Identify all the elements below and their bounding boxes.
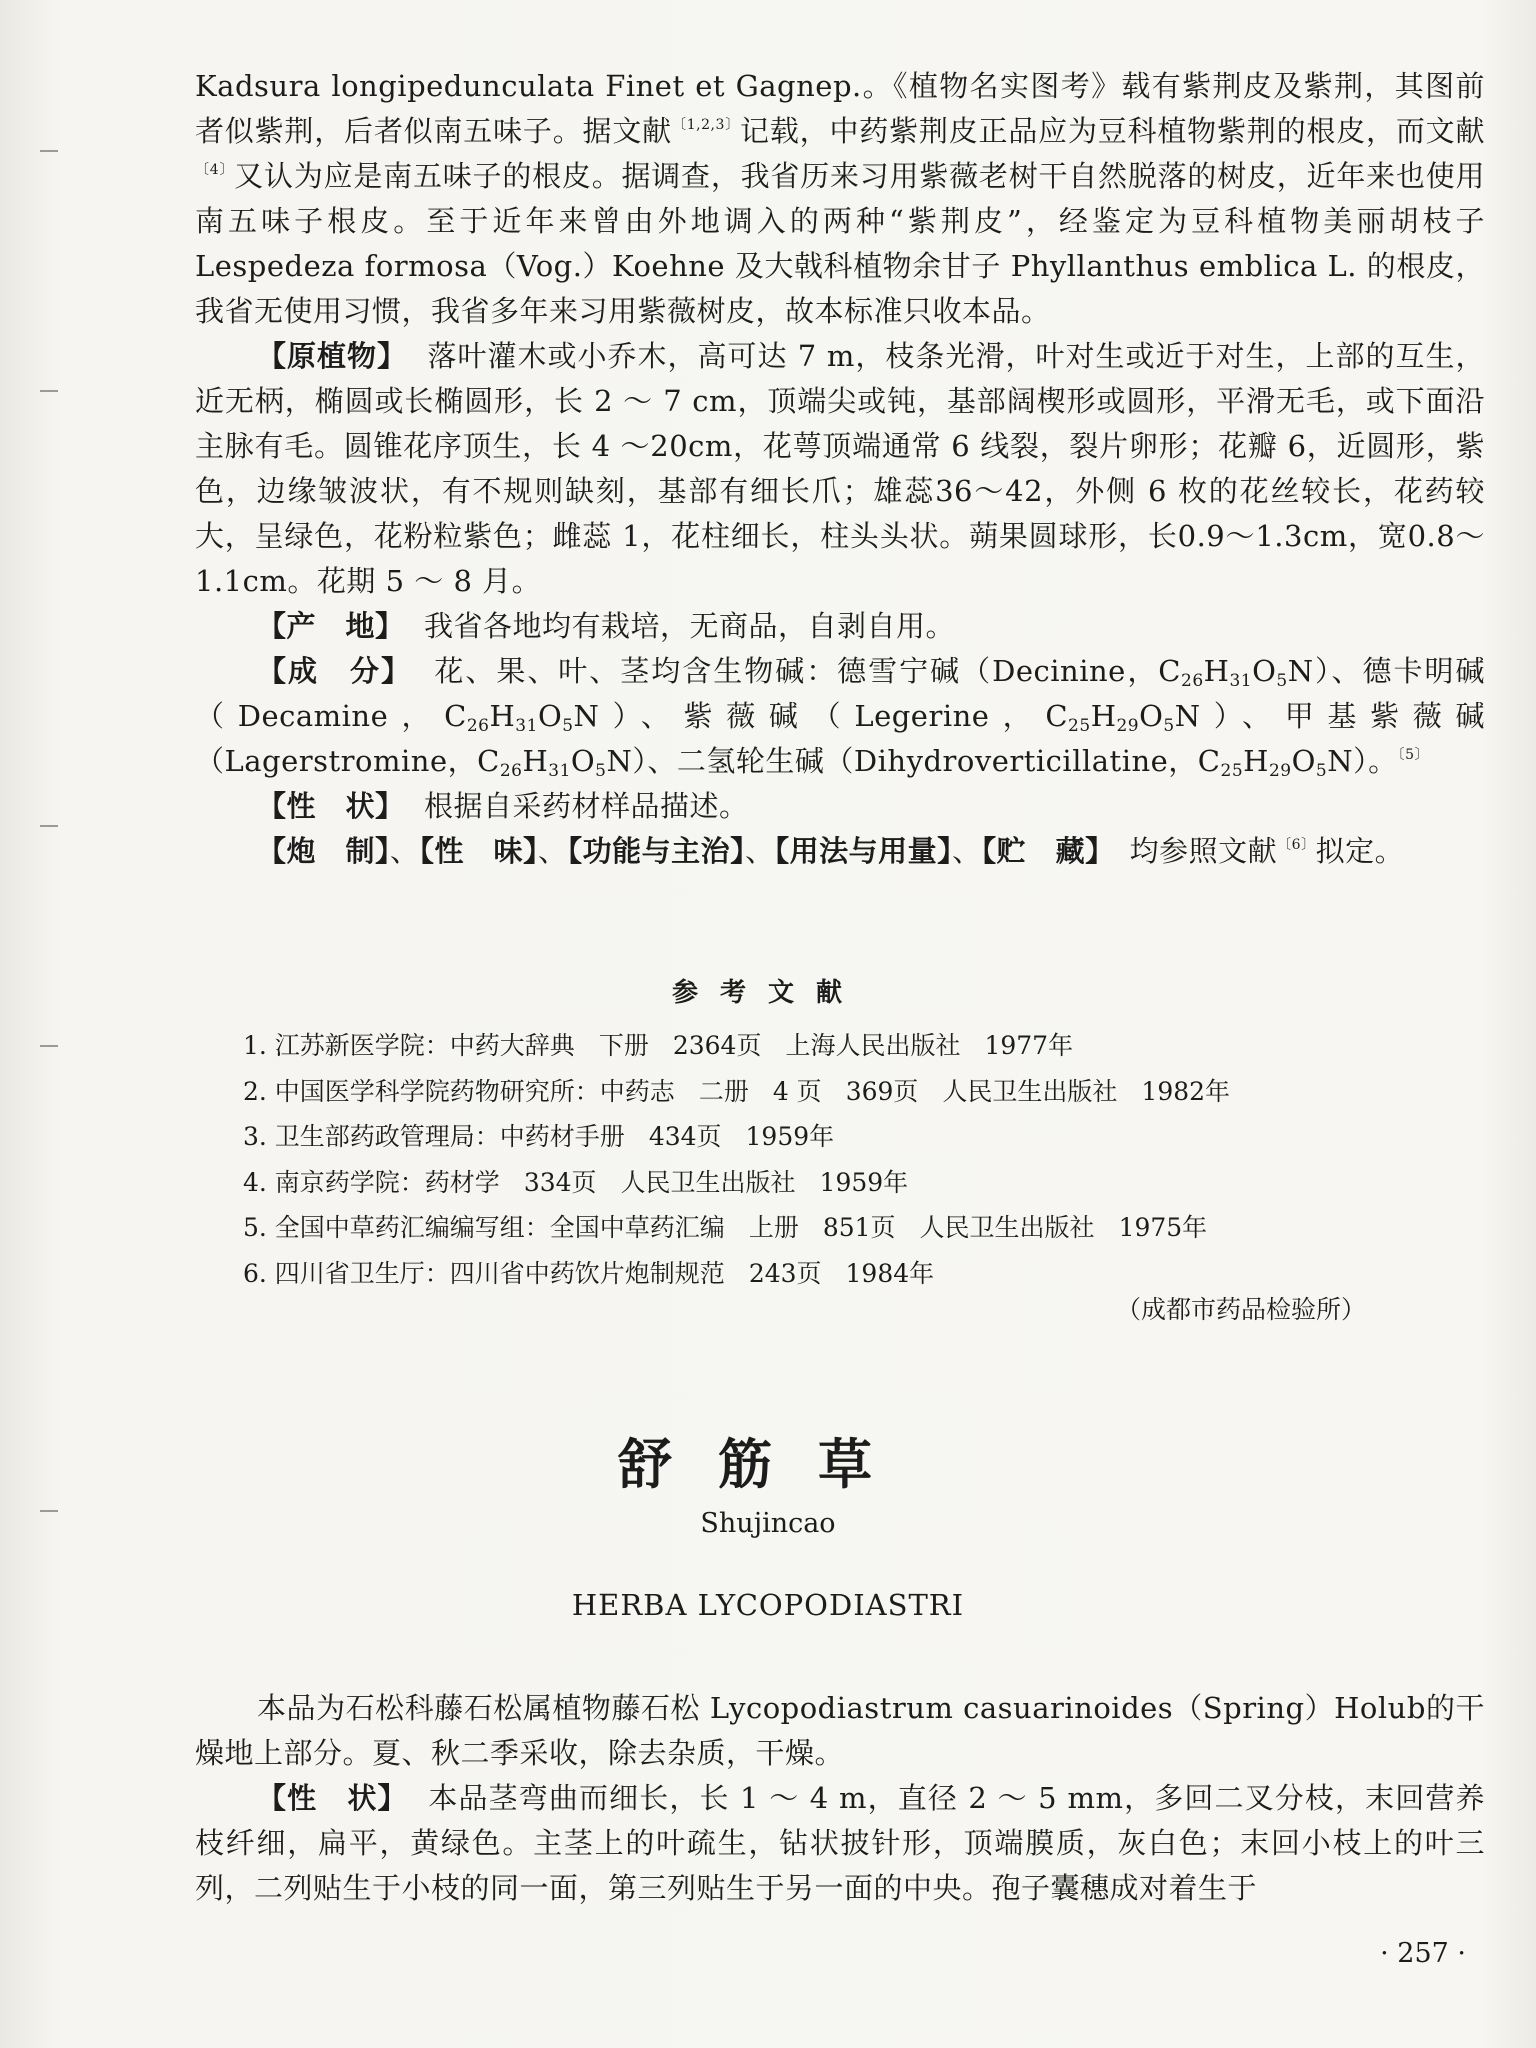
- paragraph-intro: Kadsura longipedunculata Finet et Gagnep.。《植物名实图考》载有紫荆皮及紫荆，其图前者似紫荆，后者似南五味子。据文献$^{〔1,2,3〕}$记载，中药紫荆皮正品应为豆科植物紫荆的根皮，而文献$^{〔4〕}$又认为应是南五味子的根皮。据调查，我省历来习用紫薇老树干自然脱落的树皮，近年来也使用南五味子根皮。至于近年来曾由外地调入的两种“紫荆皮”，经鉴定为豆科植物美丽胡枝子 Lespedeza formosa（Vog.）Koehne 及大戟科植物余甘子 Phyllanthus emblica L. 的根皮，我省无使用习惯，我省多年来习用紫薇树皮，故本标准只收本品。: [195, 69, 1485, 328]
- margin-mark: [40, 390, 58, 392]
- reference-item: [243, 1114, 1393, 1160]
- reference-part: 人民卫生出版社: [919, 1213, 1095, 1242]
- paragraph-origin: 【产 地】 我省各地均有栽培，无商品，自剥自用。: [257, 609, 955, 643]
- reference-part: 1984年: [845, 1258, 935, 1288]
- label-processing: 【炮 制】: [257, 834, 391, 868]
- page-number: · 257 ·: [1380, 1938, 1466, 1969]
- reference-part: 4 页: [772, 1076, 822, 1106]
- reference-part: 1959年: [819, 1167, 909, 1197]
- label-function: 【功能与主治】: [567, 834, 746, 868]
- reference-item: [243, 1023, 1393, 1069]
- label-taste: 【性 味】: [419, 834, 539, 868]
- reference-part: 369页: [845, 1076, 919, 1106]
- reference-item: [243, 1205, 1393, 1251]
- label-origin: 【产 地】: [257, 609, 405, 643]
- reference-part: 3. 卫生部药政管理局：中药材手册: [243, 1122, 625, 1151]
- label-character: 【性 状】: [257, 789, 405, 823]
- margin-mark: [40, 150, 58, 152]
- label-usage: 【用法与用量】: [774, 834, 953, 868]
- reference-part: 下册: [598, 1031, 649, 1060]
- reference-item: [243, 1160, 1393, 1206]
- margin-mark: [40, 1045, 58, 1047]
- paragraph-processing: 【炮 制】、【性 味】、【功能与主治】、【用法与用量】、【贮 藏】 均参照文献$^{〔6〕}$拟定。: [257, 834, 1405, 868]
- label-components: 【成 分】: [257, 654, 412, 688]
- paragraph-character: 【性 状】 根据自采药材样品描述。: [257, 789, 749, 823]
- reference-part: 5. 全国中草药汇编编写组：全国中草药汇编: [243, 1213, 725, 1242]
- reference-part: 4. 南京药学院：药材学: [243, 1167, 500, 1197]
- paragraph-components: 【成 分】 花、果、叶、茎均含生物碱：德雪宁碱（Decinine，$C_{26}H_{31}O_5N$）、德卡明碱（Decamine，$C_{26}H_{31}O_5N$）、紫薇碱（Legerine，$C_{25}H_{29}O_5N$）、甲基紫薇碱（Lagerstromine，$C_{26}H_{31}O_5N$）、二氢轮生碱（Dihydroverticillatine，$C_{25}H_{29}O_5N$）。$^{〔5〕}$: [195, 654, 1486, 781]
- reference-part: 2. 中国医学科学院药物研究所：中药志: [243, 1076, 675, 1106]
- paragraph-monograph-character: 【性 状】 本品茎弯曲而细长，长 1 ～ 4 m，直径 2 ～ 5 mm，多回二叉分枝，末回营养枝纤细，扁平，黄绿色。主茎上的叶疏生，钻状披针形，顶端膜质，灰白色；末回小枝上的叶三列，二列贴生于小枝的同一面，第三列贴生于另一面的中央。孢子囊穗成对着生于: [195, 1781, 1485, 1905]
- margin-mark: [40, 825, 58, 827]
- paragraph-plant: 【原植物】 落叶灌木或小乔木，高可达 7 m，枝条光滑，叶对生或近于对生，上部的互生，近无柄，椭圆或长椭圆形，长 2 ～ 7 cm，顶端尖或钝，基部阔楔形或圆形，平滑无毛，或下面沿主脉有毛。圆锥花序顶生，长 4 ～20cm，花萼顶端通常 6 线裂，裂片卵形；花瓣 6，近圆形，紫色，边缘皱波状，有不规则缺刻，基部有细长爪；雄蕊36～42，外侧 6 枚的花丝较长，花药较大，呈绿色，花粉粒紫色；雌蕊 1，花柱细长，柱头头状。蒴果圆球形，长0.9～1.3cm，宽0.8～1.1cm。花期 5 ～ 8 月。: [195, 339, 1486, 598]
- reference-part: 上海人民出版社: [785, 1031, 961, 1060]
- references-heading: 参考文献: [671, 978, 864, 1008]
- reference-part: 1977年: [984, 1031, 1074, 1060]
- references-list: [243, 1023, 1393, 1296]
- reference-part: 334页: [523, 1167, 597, 1197]
- reference-part: 1982年: [1141, 1076, 1231, 1106]
- reference-item: [243, 1069, 1393, 1115]
- reference-part: 2364页: [672, 1031, 762, 1060]
- reference-part: 1. 江苏新医学院：中药大辞典: [243, 1031, 575, 1060]
- monograph-pinyin: Shujincao: [700, 1508, 836, 1539]
- reference-part: 人民卫生出版社: [942, 1076, 1118, 1106]
- reference-part: 851页: [822, 1213, 896, 1242]
- label-storage: 【贮 藏】: [981, 834, 1101, 868]
- monograph-latin-name: HERBA LYCOPODIASTRI: [571, 1588, 965, 1622]
- source-institution: （成都市药品检验所）: [1115, 1295, 1366, 1324]
- section-upper-text: [195, 64, 1485, 874]
- section-lower-text: [195, 1686, 1485, 1911]
- reference-part: 1959年: [745, 1122, 835, 1151]
- reference-part: 243页: [748, 1258, 822, 1288]
- reference-part: 上册: [748, 1213, 799, 1242]
- reference-part: 6. 四川省卫生厅：四川省中药饮片炮制规范: [243, 1258, 725, 1288]
- reference-part: 人民卫生出版社: [620, 1167, 796, 1197]
- reference-part: 二册: [698, 1076, 749, 1106]
- paragraph-monograph-intro: 本品为石松科藤石松属植物藤石松 Lycopodiastrum casuarinoides（Spring）Holub的干燥地上部分。夏、秋二季采收，除去杂质，干燥。: [195, 1691, 1485, 1770]
- reference-part: 1975年: [1118, 1213, 1208, 1242]
- label-plant: 【原植物】: [257, 339, 408, 373]
- label-character: 【性 状】: [257, 1781, 408, 1815]
- reference-part: 434页: [648, 1122, 722, 1151]
- monograph-title: 舒筋草: [618, 1433, 918, 1496]
